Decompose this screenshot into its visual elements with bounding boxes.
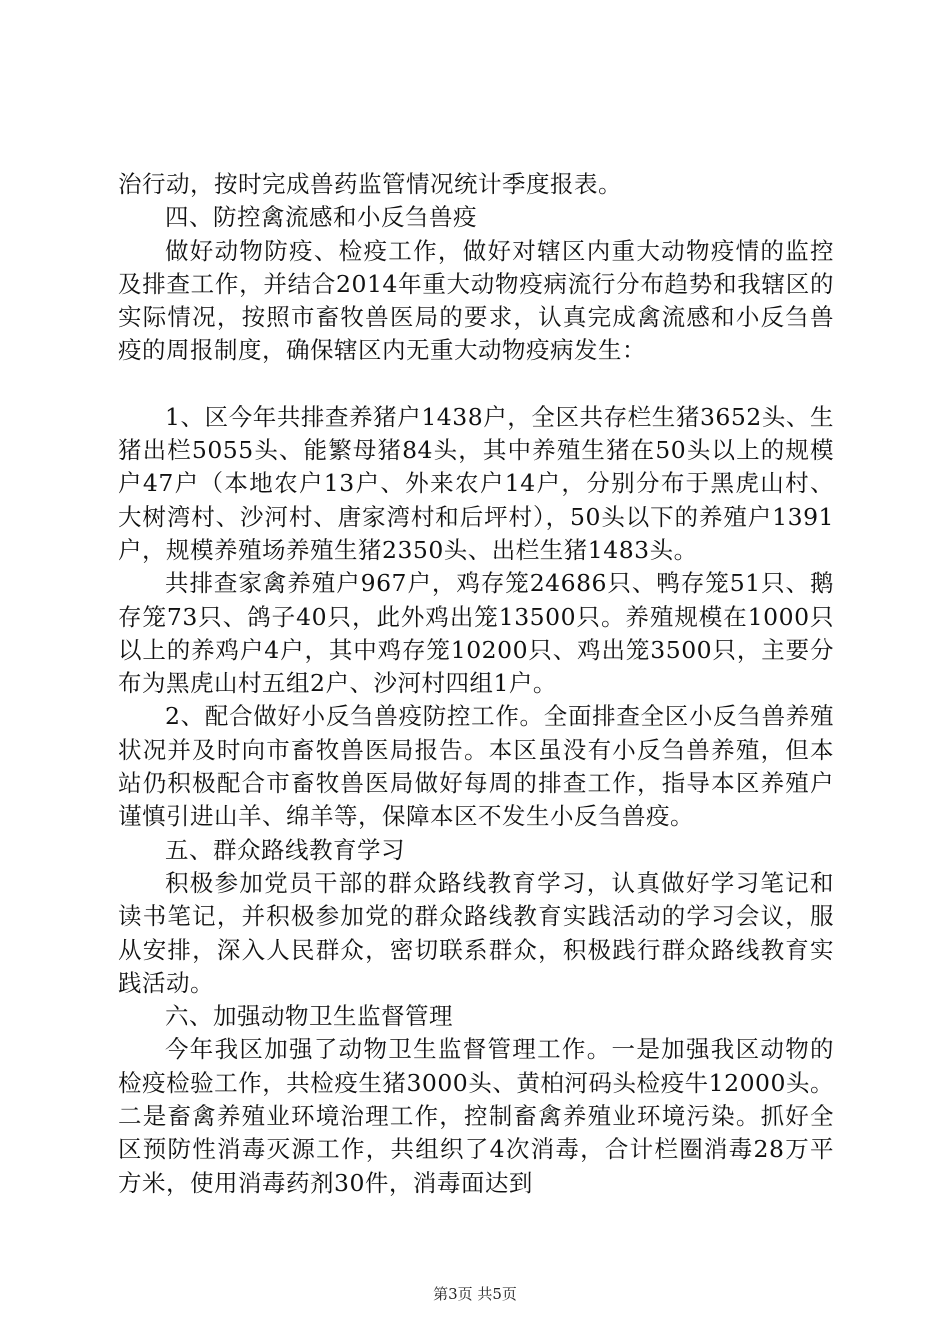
paragraph: 积极参加党员干部的群众路线教育学习，认真做好学习笔记和读书笔记，并积极参加党的群众路线教育实践活动的学习会议，服从安排，深入人民群众，密切联系群众，积极践行群众路线教育实践活动。 [118, 868, 834, 997]
document-body [118, 168, 834, 1200]
paragraph: 2、配合做好小反刍兽疫防控工作。全面排查全区小反刍兽养殖状况并及时向市畜牧兽医局报告。本区虽没有小反刍兽养殖，但本站仍积极配合市畜牧兽医局做好每周的排查工作，指导本区养殖户谨慎引进山羊、绵羊等，保障本区不发生小反刍兽疫。 [118, 702, 834, 831]
paragraph: 今年我区加强了动物卫生监督管理工作。一是加强我区动物的检疫检验工作，共检疫生猪3000头、黄柏河码头检疫牛12000头。二是畜禽养殖业环境治理工作，控制畜禽养殖业环境污染。抓好全区预防性消毒灭源工作，共组织了4次消毒，合计栏圈消毒28万平方米，使用消毒药剂30件，消毒面达到 [118, 1035, 834, 1197]
paragraph: 共排查家禽养殖户967户，鸡存笼24686只、鸭存笼51只、鹅存笼73只、鸽子40只，此外鸡出笼13500只。养殖规模在1000只以上的养鸡户4户，其中鸡存笼10200只、鸡出笼3500只，主要分布为黑虎山村五组2户、沙河村四组1户。 [118, 569, 834, 698]
page-footer: 第3页 共5页 [433, 1285, 517, 1303]
section-heading-6: 六、加强动物卫生监督管理 [165, 1002, 453, 1031]
section-heading-5: 五、群众路线教育学习 [165, 835, 405, 864]
paragraph: 做好动物防疫、检疫工作，做好对辖区内重大动物疫情的监控及排查工作，并结合2014年重大动物疫病流行分布趋势和我辖区的实际情况，按照市畜牧兽医局的要求，认真完成禽流感和小反刍兽疫的周报制度，确保辖区内无重大动物疫病发生： [118, 236, 834, 365]
section-heading-4: 四、防控禽流感和小反刍兽疫 [165, 203, 477, 232]
paragraph: 1、区今年共排查养猪户1438户，全区共存栏生猪3652头、生猪出栏5055头、能繁母猪84头，其中养殖生猪在50头以上的规模户47户（本地农户13户、外来农户14户，分别分布于黑虎山村、大树湾村、沙河村、唐家湾村和后坪村），50头以下的养殖户1391户，规模养殖场养殖生猪2350头、出栏生猪1483头。 [118, 402, 834, 564]
paragraph-continuation: 治行动，按时完成兽药监管情况统计季度报表。 [118, 170, 622, 198]
